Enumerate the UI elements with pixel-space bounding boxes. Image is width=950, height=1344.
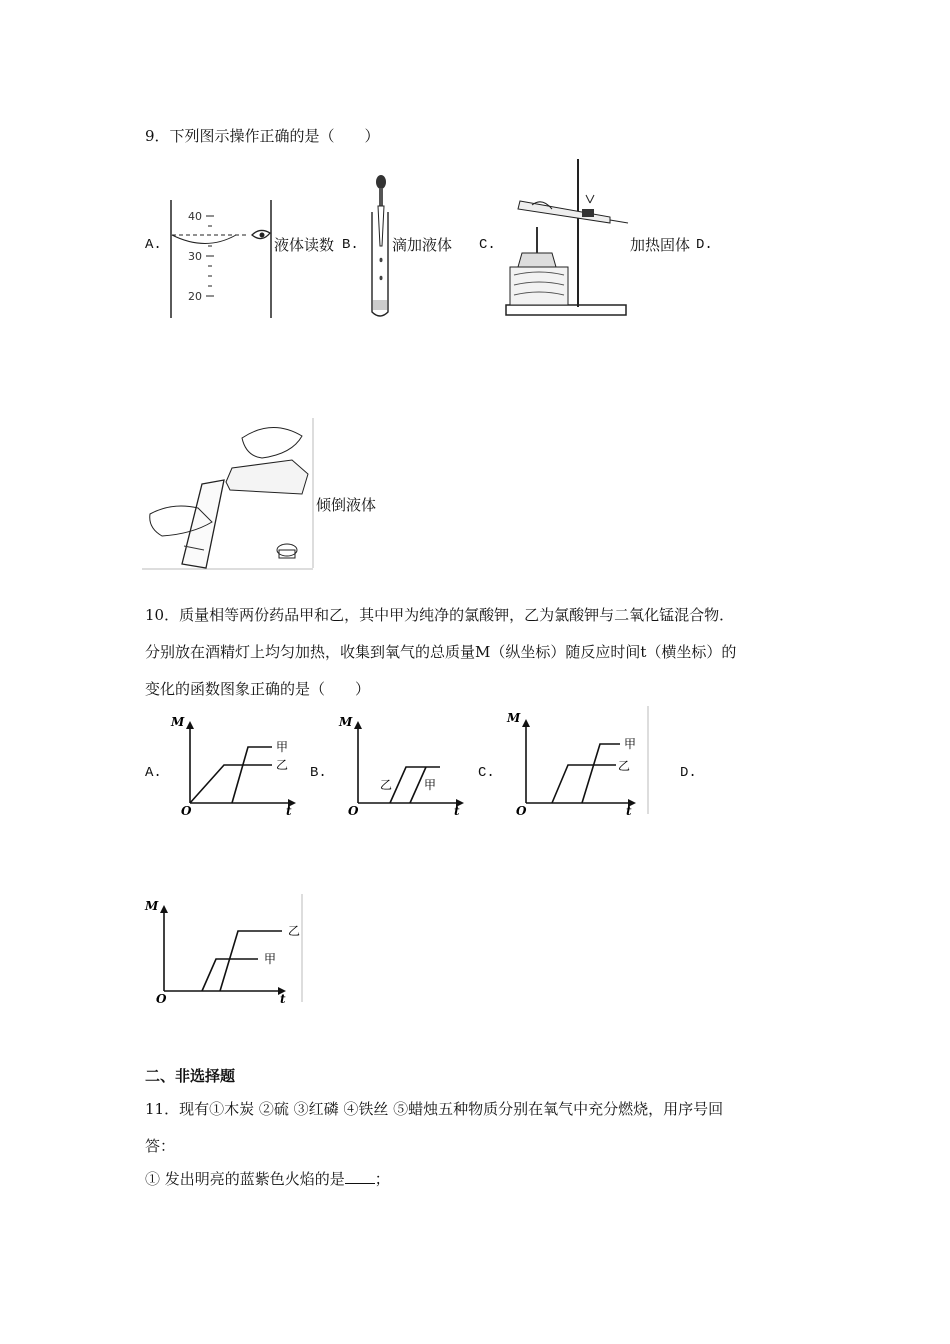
q9-option-d-caption: 倾倒液体: [316, 496, 377, 514]
cylinder-tick-40: 40: [188, 210, 202, 223]
q11-line-2: 答：: [145, 1137, 176, 1155]
answer-blank[interactable]: [345, 1169, 375, 1184]
graph-c-label-jia: 甲: [624, 737, 637, 751]
graph-a-line-jia: [232, 747, 272, 803]
q10-line-2: 分别放在酒精灯上均匀加热，收集到氧气的总质量M（纵坐标）随反应时间t（横坐标）的: [145, 643, 737, 661]
section-2-title: 二、非选择题: [145, 1067, 236, 1085]
graph-a: [168, 712, 302, 816]
graph-a-label-yi: 乙: [276, 758, 289, 772]
graph-d-origin: O: [156, 992, 167, 1004]
graph-b-label-yi: 乙: [380, 778, 393, 792]
graph-c-line-jia: [582, 744, 620, 803]
graph-c-axis-y: M: [507, 711, 521, 725]
cylinder-reading-figure: [166, 200, 276, 320]
graph-d: [142, 894, 304, 1004]
graph-b-origin: O: [348, 804, 359, 816]
eye-icon: [252, 230, 270, 238]
q11-sub-1: [145, 1169, 390, 1189]
cylinder-tick-20: 20: [188, 290, 202, 303]
q9-option-a-letter: A.: [145, 237, 162, 253]
q11-line-1: 11．现有①木炭 ②硫 ③红磷 ④铁丝 ⑤蜡烛五种物质分别在氧气中充分燃烧，用序号回: [145, 1100, 724, 1118]
q11-sub-1-text: ① 发出明亮的蓝紫色火焰的是: [145, 1170, 345, 1188]
q10-option-c-letter: C.: [478, 765, 495, 781]
q10-option-b-letter: B.: [310, 765, 327, 781]
q10-line-3: 变化的函数图象正确的是（ ）: [145, 680, 371, 698]
graph-a-label-jia: 甲: [276, 740, 289, 754]
graph-a-axis-x: t: [286, 804, 292, 816]
q10-option-a-letter: A.: [145, 765, 162, 781]
q9-option-c-letter: C.: [479, 237, 496, 253]
q11-sub-1-end: ；: [374, 1170, 390, 1188]
graph-a-axis-y: M: [171, 715, 185, 729]
heating-solid-figure: [502, 157, 630, 319]
q9-option-b-caption: 滴加液体: [392, 236, 453, 254]
graph-d-label-jia: 甲: [264, 952, 277, 966]
q9-option-c-caption: 加热固体: [630, 236, 691, 254]
q9-option-a-caption: 液体读数: [274, 236, 335, 254]
graph-c: [502, 706, 650, 816]
graph-a-line-yi: [190, 765, 272, 803]
graph-d-axis-x: t: [280, 992, 286, 1004]
pouring-liquid-figure: [142, 418, 314, 570]
graph-a-origin: O: [181, 804, 192, 816]
graph-d-line-jia: [202, 959, 258, 991]
graph-d-axis-y: M: [145, 899, 159, 913]
graph-d-label-yi: 乙: [288, 924, 301, 938]
dropper-figure: [367, 168, 393, 320]
q9-stem: 9．下列图示操作正确的是（ ）: [145, 127, 380, 145]
graph-c-origin: O: [516, 804, 527, 816]
q9-option-b-letter: B.: [342, 237, 359, 253]
graph-b-label-jia: 甲: [424, 778, 437, 792]
q10-line-1: 10．质量相等两份药品甲和乙，其中甲为纯净的氯酸钾，乙为氯酸钾与二氧化锰混合物．: [145, 606, 735, 624]
q9-option-d-letter: D.: [696, 237, 713, 253]
cylinder-tick-30: 30: [188, 250, 202, 263]
graph-b-axis-y: M: [339, 715, 353, 729]
graph-c-label-yi: 乙: [618, 759, 631, 773]
graph-c-axis-x: t: [626, 804, 632, 816]
graph-b-axis-x: t: [454, 804, 460, 816]
graph-b: [334, 712, 468, 816]
q10-option-d-letter: D.: [680, 765, 697, 781]
